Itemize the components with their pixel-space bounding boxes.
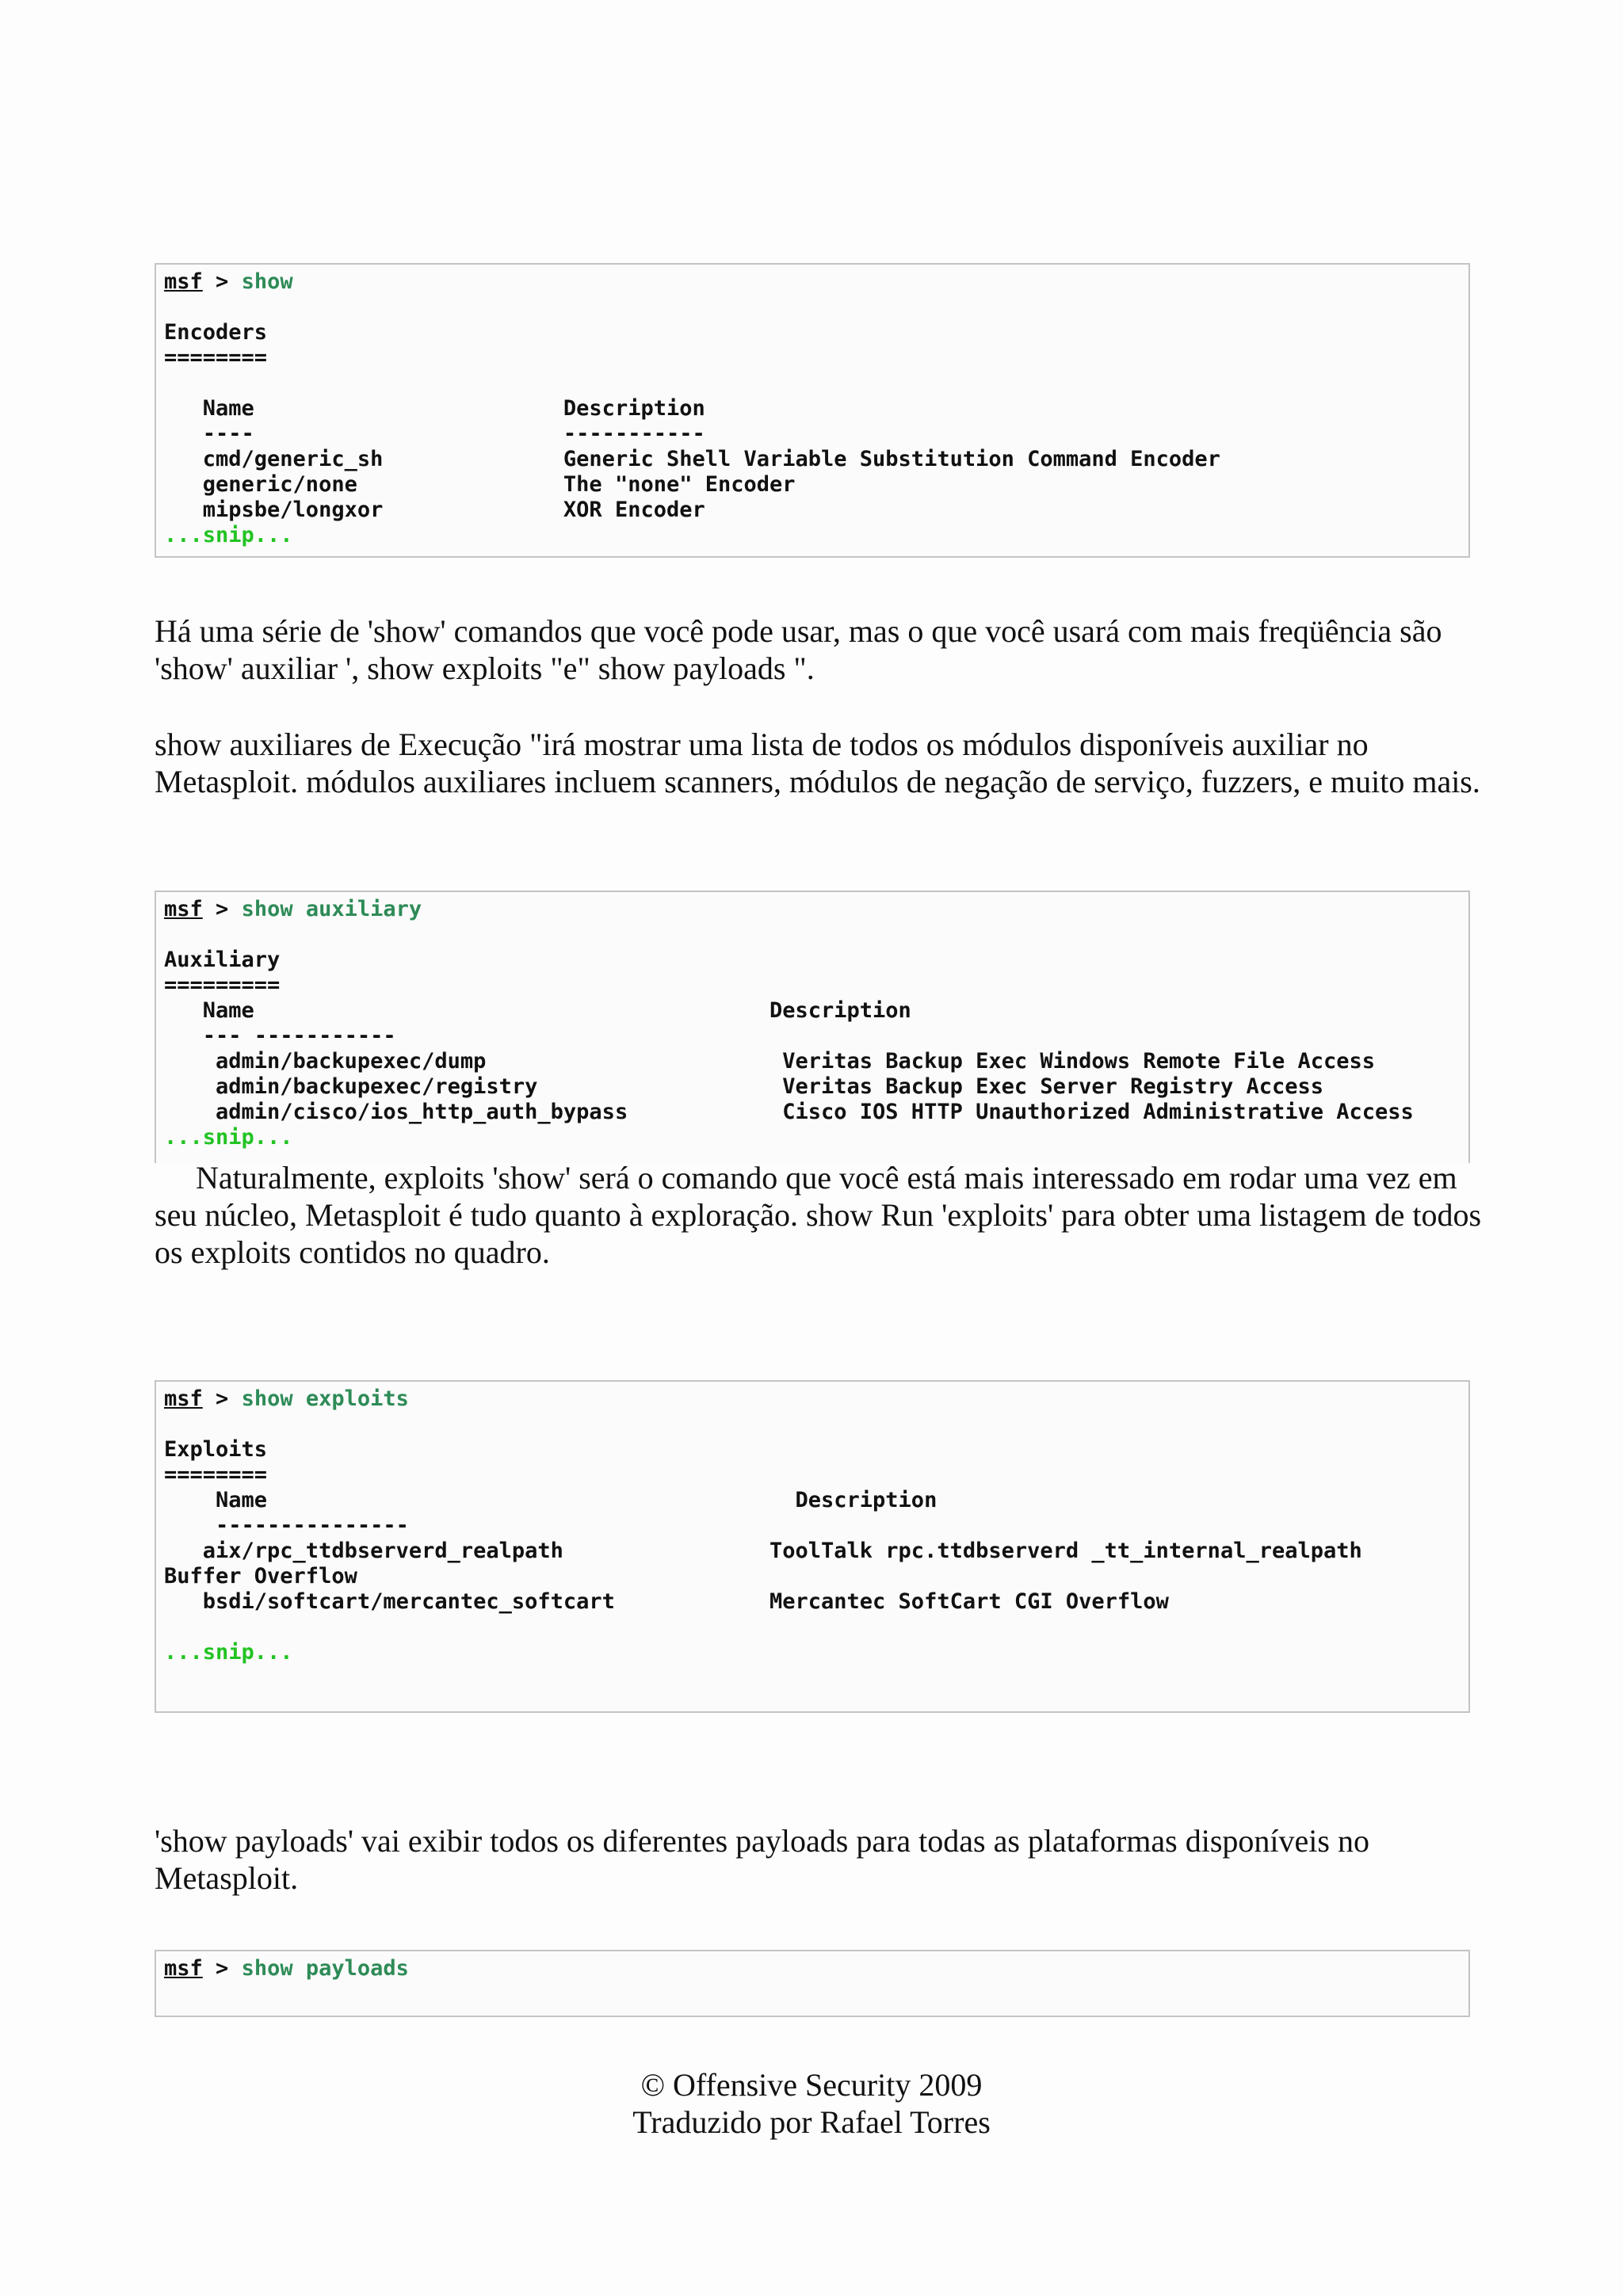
code-line: admin/backupexec/registry Veritas Backup Exec Server Registry Access [164,1074,1323,1099]
code-line: Buffer Overflow [164,1564,357,1589]
code-block-show-payloads [155,1950,1470,2017]
paragraph-show-payloads: 'show payloads' vai exibir todos os diferentes payloads para todas as plataformas disponíveis no Metasploit. [155,1823,1369,1896]
code-content [164,269,1468,548]
prompt-msf: msf [164,1956,203,1981]
prompt-separator: > [202,897,242,921]
prompt-separator: > [202,1956,242,1981]
prompt-separator: > [202,1386,242,1411]
snip-marker: ...snip... [164,1125,293,1150]
code-content [164,1956,1468,1981]
code-block-show-auxiliary [155,891,1470,1163]
paragraph-show-exploits: Naturalmente, exploits 'show' será o comando que você está mais interessado em rodar uma vez em seu núcleo, Metasploit é tudo quanto à exploração. show Run 'exploits' para obter uma listagem de todos os exploits contidos no quadro. [155,1160,1482,1270]
code-block-show-exploits [155,1380,1470,1713]
paragraph-show-commands: Há uma série de 'show' comandos que você pode usar, mas o que você usará com mais freqüência são 'show' auxiliar ', show exploits "e" show payloads ". [155,613,1442,686]
translator-credit: Traduzido por Rafael Torres [632,2104,991,2140]
prompt-msf: msf [164,897,203,921]
code-line: ======== [164,1463,268,1487]
code-line: --------------- [164,1513,409,1538]
code-line: Encoders [164,320,268,345]
command-text: show exploits [241,1386,409,1411]
code-line: Name Description [164,1488,938,1512]
snip-marker: ...snip... [164,523,293,547]
code-line: ---- ----------- [164,421,705,446]
code-line: ========= [164,973,281,997]
prompt-msf: msf [164,1386,203,1411]
code-line: cmd/generic_sh Generic Shell Variable Substitution Command Encoder [164,447,1220,471]
code-line: aix/rpc_ttdbserverd_realpath ToolTalk rpc.ttdbserverd _tt_internal_realpath [164,1539,1362,1563]
code-line: Exploits [164,1437,268,1462]
command-text: show payloads [241,1956,409,1981]
paragraph-show-auxiliary: show auxiliares de Execução "irá mostrar uma lista de todos os módulos disponíveis auxiliar no Metasploit. módulos auxiliares incluem scanners, módulos de negação de serviço, fuzzers, e muito mais. [155,727,1480,799]
command-text: show auxiliary [241,897,422,921]
code-line: bsdi/softcart/mercantec_softcart Mercantec SoftCart CGI Overflow [164,1589,1169,1614]
prompt-msf: msf [164,269,203,294]
code-line: admin/backupexec/dump Veritas Backup Exec Windows Remote File Access [164,1049,1376,1074]
code-line: Auxiliary [164,948,281,972]
copyright-text: © Offensive Security 2009 [640,2067,983,2103]
code-line: Name Description [164,396,705,421]
code-line: admin/cisco/ios_http_auth_bypass Cisco IOS HTTP Unauthorized Administrative Access [164,1100,1414,1124]
code-line: --- ----------- [164,1024,396,1048]
prompt-separator: > [202,269,242,294]
code-block-show [155,263,1470,558]
page-footer [0,2066,1623,2141]
snip-marker: ...snip... [164,1640,293,1665]
code-line: mipsbe/longxor XOR Encoder [164,498,705,522]
code-line: Name Description [164,998,911,1023]
code-content [164,1386,1468,1665]
code-content [164,897,1468,1150]
command-text: show [241,269,293,294]
code-line: ======== [164,345,268,370]
code-line: generic/none The "none" Encoder [164,472,796,497]
